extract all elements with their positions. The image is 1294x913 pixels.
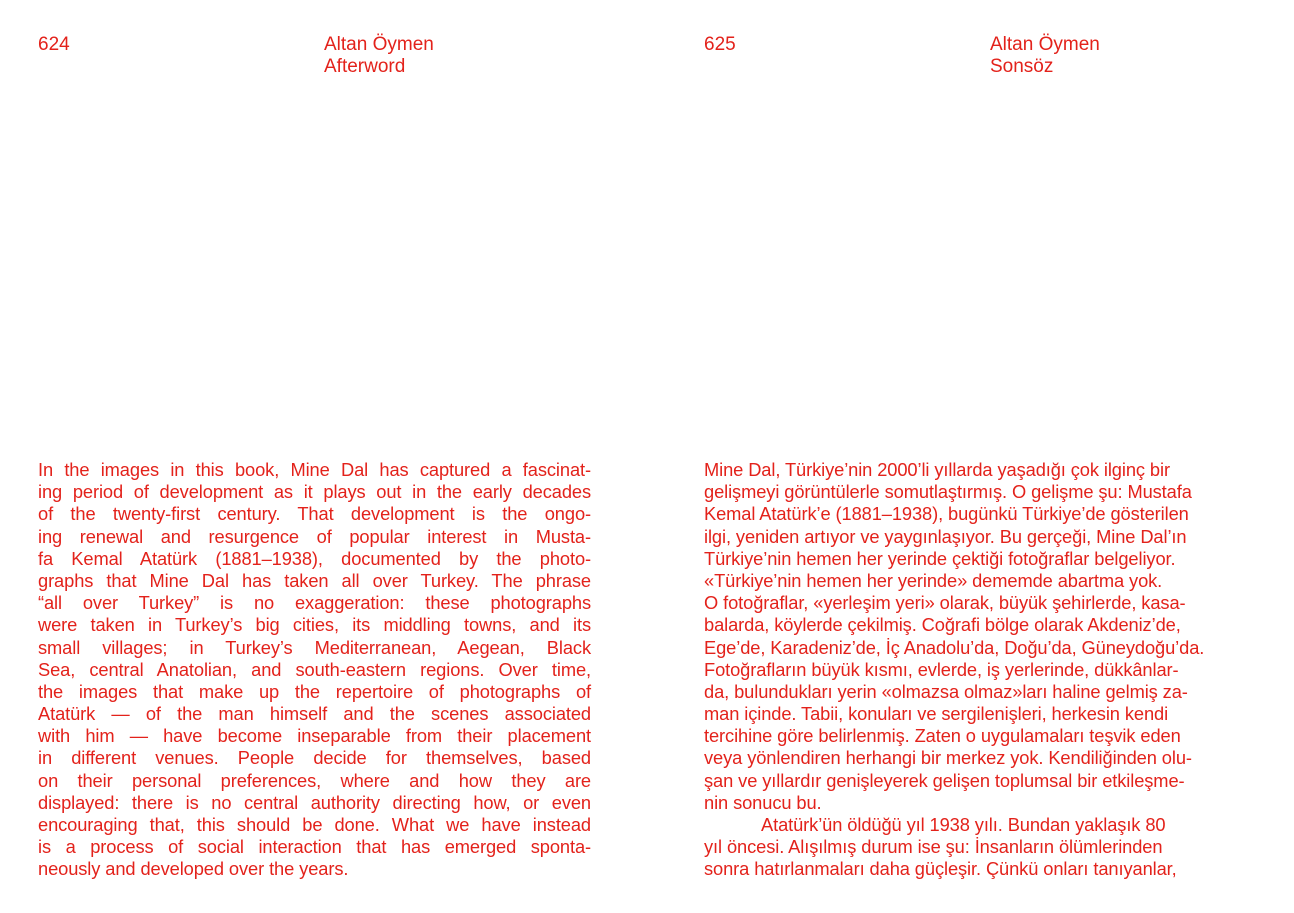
text-line: Ege’de, Karadeniz’de, İç Anadolu’da, Doğu’da, Güneydoğu’da. [704,636,1205,658]
page-number-left: 624 [38,34,70,55]
text-line: were taken in Turkey’s big cities, its middling towns, and its [38,614,591,636]
section-title: Afterword [324,56,406,77]
text-line: nin sonucu bu. [704,791,822,813]
text-line: In the images in this book, Mine Dal has captured a fascinat- [38,459,591,480]
text-line: graphs that Mine Dal has taken all over Turkey. The phrase [38,569,591,591]
section-title: Sonsöz [990,56,1054,77]
running-head-left [324,34,434,78]
author-name: Altan Öymen [990,34,1100,55]
text-line: in different venues. People decide for themselves, based [38,747,591,769]
text-line: “all over Turkey” is no exaggeration: these photographs [38,592,591,614]
text-line: is a process of social interaction that has emerged sponta- [38,836,591,858]
text-line: O fotoğraflar, «yerleşim yeri» olarak, büyük şehirlerde, kasa- [704,592,1186,614]
text-line: balarda, köylerde çekilmiş. Coğrafi bölge olarak Akdeniz’de, [704,614,1181,636]
text-line: on their personal preferences, where and how they are [38,769,591,791]
text-line: da, bulundukları yerin «olmazsa olmaz»ları haline gelmiş za- [704,680,1188,702]
text-line: Türkiye’nin hemen her yerinde çektiği fotoğraflar belgeliyor. [704,547,1176,569]
text-line: «Türkiye’nin hemen her yerinde» dememde abartma yok. [704,569,1163,591]
author-name: Altan Öymen [324,34,434,55]
text-line: displayed: there is no central authority directing how, or even [38,791,591,813]
running-head-right [990,34,1100,78]
text-line: yıl öncesi. Alışılmış durum ise şu: İnsanların ölümlerinden [704,836,1163,858]
text-line: of the twenty-first century. That development is the ongo- [38,503,591,525]
text-line: Atatürk’ün öldüğü yıl 1938 yılı. Bundan yaklaşık 80 [761,814,1166,835]
text-line: ing period of development as it plays out in the early decades [38,481,591,503]
text-line: ing renewal and resurgence of popular interest in Musta- [38,525,591,547]
text-line: fa Kemal Atatürk (1881–1938), documented by the photo- [38,547,591,569]
sonsoz-text [704,459,1257,881]
text-line: small villages; in Turkey’s Mediterranean, Aegean, Black [38,636,591,658]
text-line: Kemal Atatürk’e (1881–1938), bugünkü Türkiye’de gösterilen [704,503,1189,525]
text-line: gelişmeyi görüntülerle somutlaştırmış. O gelişme şu: Mustafa [704,481,1192,503]
page-number-right: 625 [704,34,736,55]
left-page [38,0,591,913]
text-line: Fotoğrafların büyük kısmı, evlerde, iş yerlerinde, dükkânlar- [704,658,1179,680]
right-page [704,0,1257,913]
text-line: tercihine göre belirlenmiş. Zaten o uygulamaları teşvik eden [704,725,1181,747]
text-line: Atatürk — of the man himself and the scenes associated [38,703,591,725]
afterword-text [38,459,591,881]
text-line: encouraging that, this should be done. What we have instead [38,814,591,835]
text-line: ilgi, yeniden artıyor ve yaygınlaşıyor. Bu gerçeği, Mine Dal’ın [704,525,1187,547]
text-line: man içinde. Tabii, konuları ve sergilenişleri, herkesin kendi [704,703,1169,725]
text-line: Mine Dal, Türkiye’nin 2000’li yıllarda yaşadığı çok ilginç bir [704,459,1170,480]
text-line: Sea, central Anatolian, and south-eastern regions. Over time, [38,658,591,680]
text-line: şan ve yıllardır genişleyerek gelişen toplumsal bir etkileşme- [704,769,1185,791]
text-line: sonra hatırlanmaları daha güçleşir. Çünkü onları tanıyanlar, [704,858,1177,880]
text-line: veya yönlendiren herhangi bir merkez yok. Kendiliğinden olu- [704,747,1192,769]
text-line: the images that make up the repertoire of photographs of [38,680,591,702]
text-line: neously and developed over the years. [38,858,349,880]
text-line: with him — have become inseparable from their placement [38,725,591,747]
